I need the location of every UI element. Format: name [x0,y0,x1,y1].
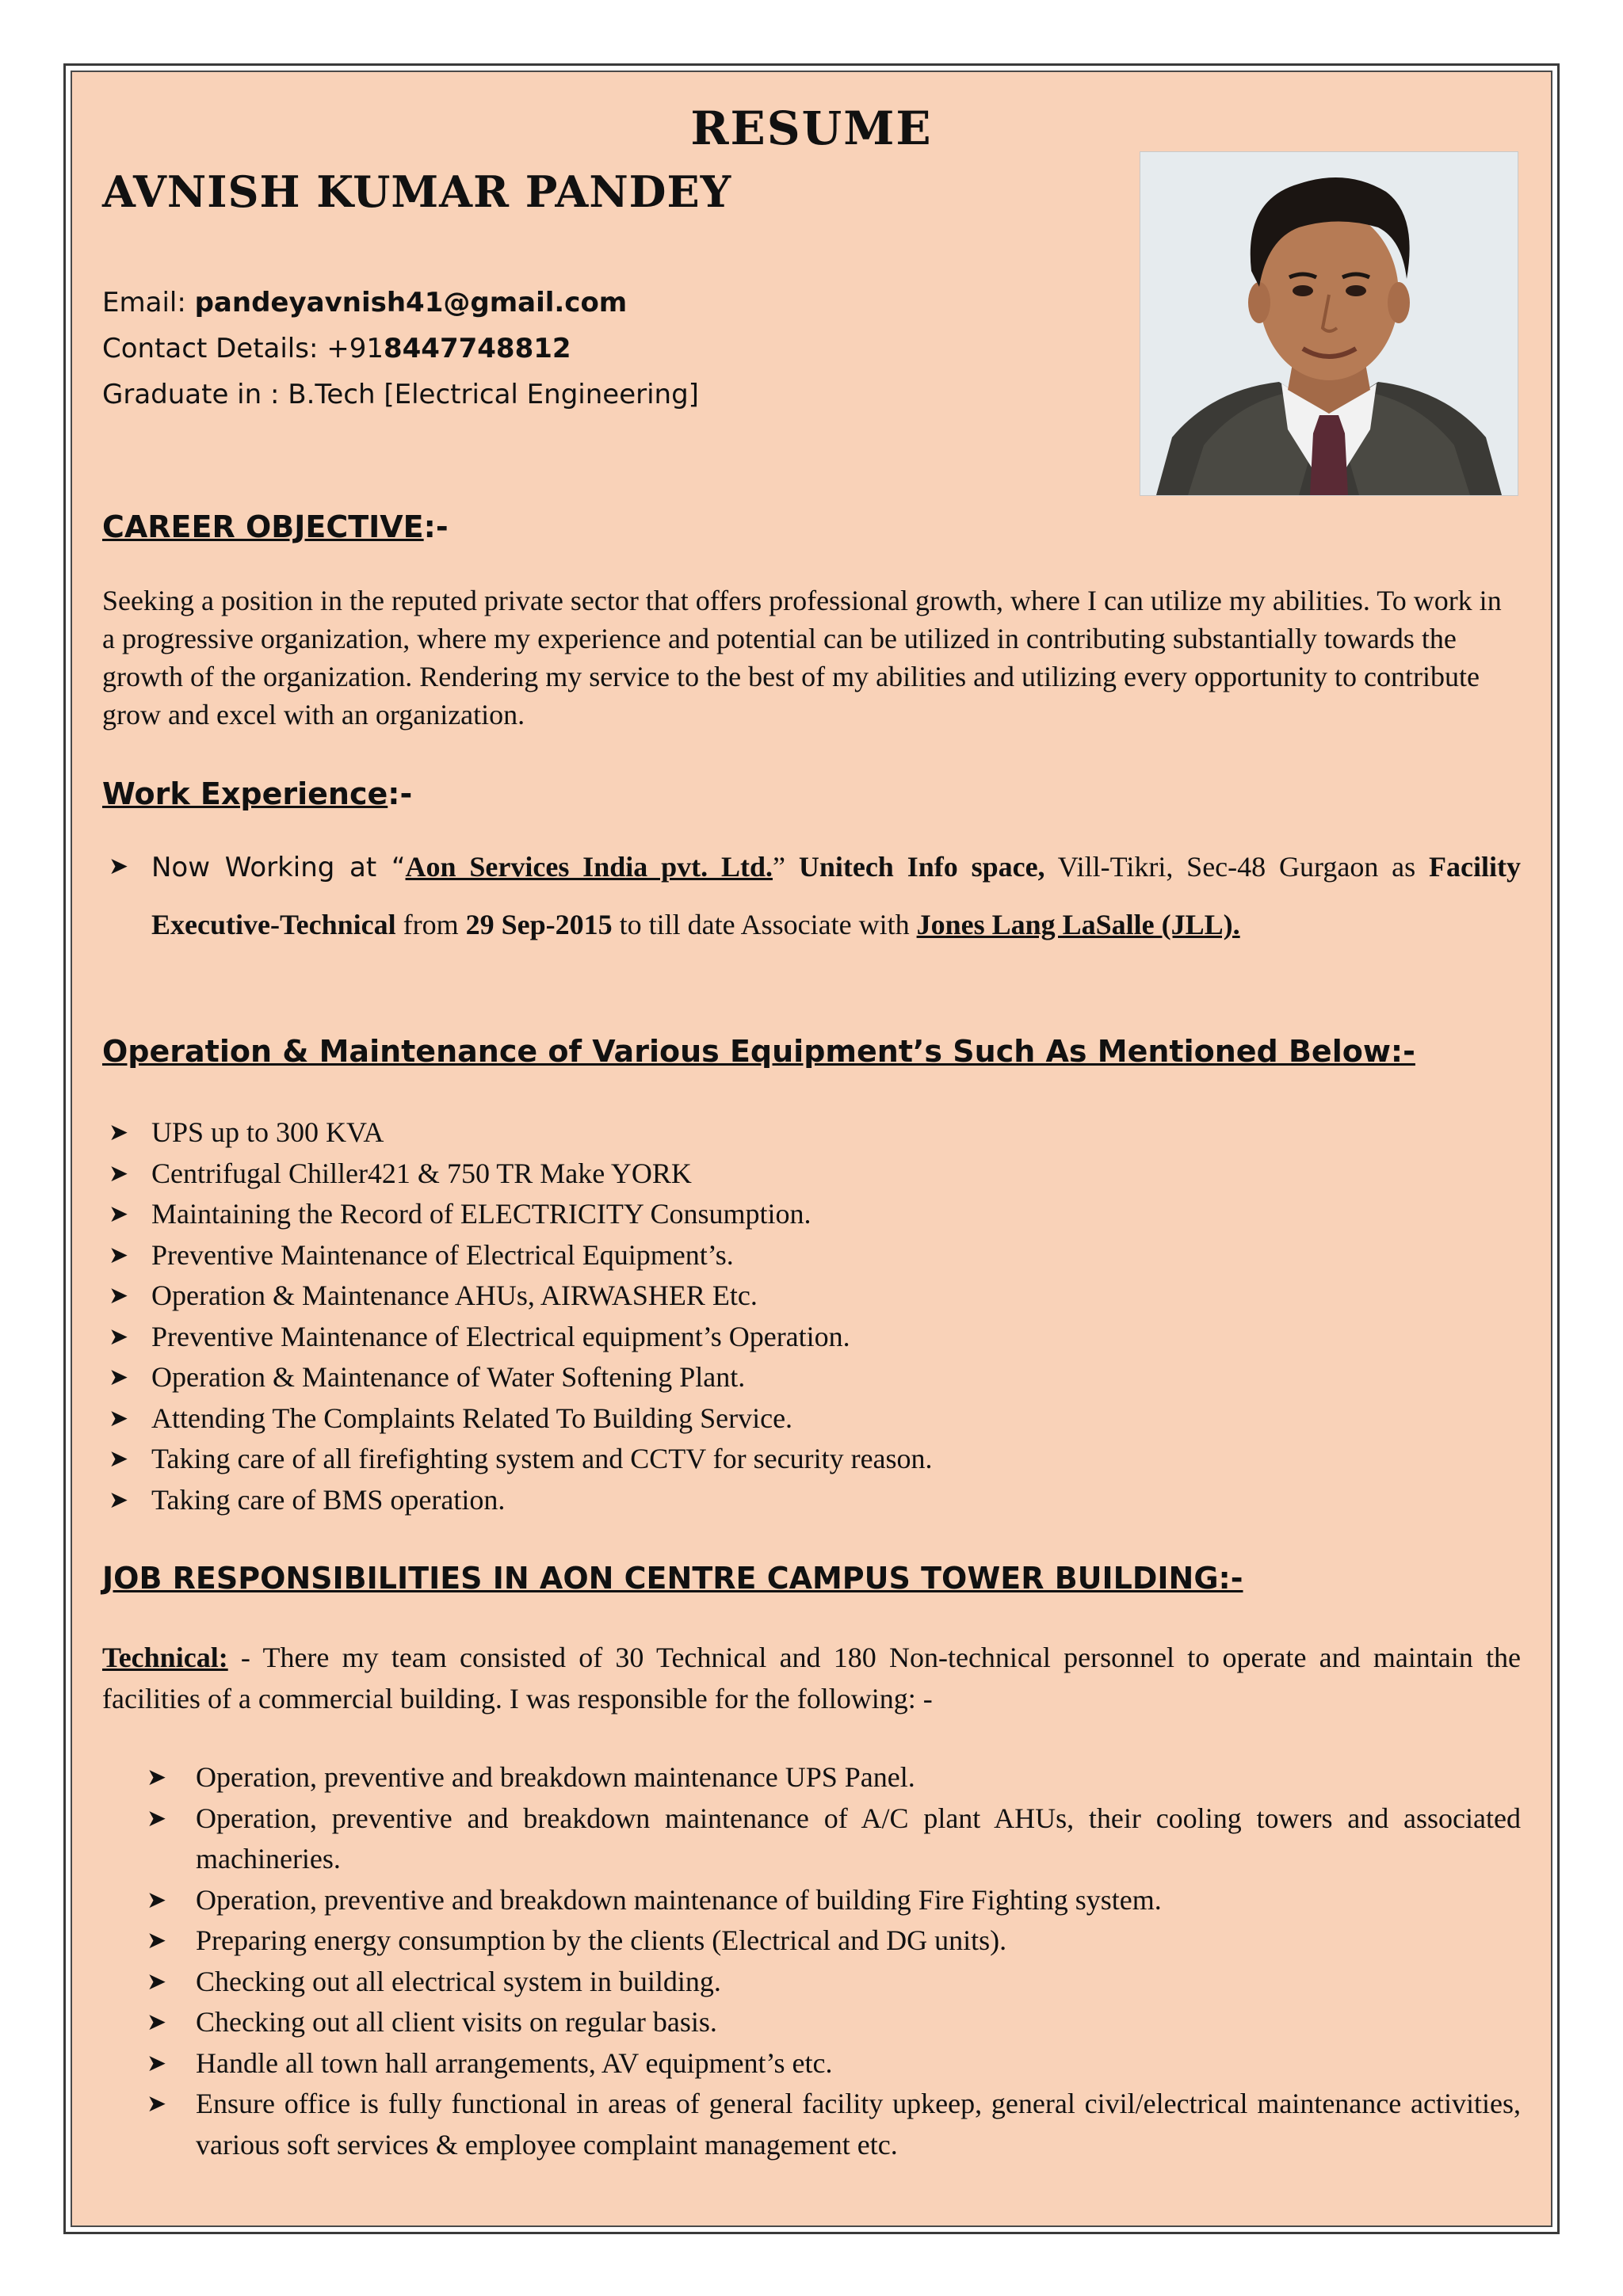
contact-block [102,280,699,418]
operation-item-text: UPS up to 300 KVA [151,1116,384,1148]
arrow-bullet-icon: ➤ [109,1201,129,1227]
technical-text: - There my team consisted of 30 Technical and 180 Non-technical personnel to operate and maintain the facilities of a commercial building. I was responsible for the following: - [102,1642,1521,1714]
responsibility-item-text: Operation, preventive and breakdown maintenance of A/C plant AHUs, their cooling towers and associated machineries. [196,1802,1521,1875]
arrow-bullet-icon: ➤ [109,1160,129,1187]
arrow-bullet-icon: ➤ [109,1486,129,1513]
work-experience-item [102,838,1521,953]
arrow-bullet-icon: ➤ [147,1805,167,1832]
operation-item [102,1398,1521,1440]
operation-item [102,1112,1521,1154]
responsibility-item [147,1920,1521,1962]
responsibility-item [147,1798,1521,1880]
career-objective-text: Seeking a position in the reputed private sector that offers professional growth, where I can utilize my abilities. To work in a progressive organization, where my experience and potential can be utilized in contributing substantially towards the growth of the organization. Rendering my service to the best of my abilities and utilizing every opportunity to contribute grow and excel with an organization. [102,585,1502,730]
work-experience-heading [102,776,412,811]
arrow-bullet-icon: ➤ [109,1364,129,1390]
resume-title: RESUME [690,101,933,155]
arrow-bullet-icon: ➤ [147,1764,167,1791]
we-quote-close: ” [773,851,799,883]
operation-item-text: Taking care of all firefighting system and CCTV for security reason. [151,1443,933,1474]
graduate-line: Graduate in : B.Tech [Electrical Engineering] [102,379,699,410]
email-line [102,280,699,326]
job-responsibilities-heading [102,1561,1243,1596]
operation-heading-text: Operation & Maintenance of Various Equipment’s Such As Mentioned Below:- [102,1034,1415,1069]
candidate-name: AVNISH KUMAR PANDEY [102,166,732,217]
we-company: Aon Services India pvt. Ltd. [405,851,773,883]
responsibility-item-text: Ensure office is fully functional in areas of general facility upkeep, general civil/electrical maintenance activities, various soft services & employee complaint management etc. [196,2088,1521,2161]
we-from: from [395,909,466,940]
arrow-bullet-icon: ➤ [147,2091,167,2117]
operation-item [102,1317,1521,1358]
email-label: Email: [102,287,195,318]
responsibility-item-text: Checking out all electrical system in building. [196,1965,721,1997]
phone-label: Contact Details: +91 [102,333,384,364]
arrow-bullet-icon: ➤ [147,1886,167,1913]
we-till: to till date Associate with [612,909,917,940]
operation-heading [102,1034,1415,1069]
arrow-bullet-icon: ➤ [147,1928,167,1954]
operation-item [102,1357,1521,1398]
responsibility-item-text: Operation, preventive and breakdown maintenance of building Fire Fighting system. [196,1883,1162,1916]
operation-item-text: Centrifugal Chiller421 & 750 TR Make YORK [151,1157,692,1189]
operation-item [102,1154,1521,1195]
responsibility-item-text: Checking out all client visits on regular basis. [196,2006,717,2038]
operation-item-text: Operation & Maintenance AHUs, AIRWASHER Etc. [151,1280,758,1311]
responsibility-item-text: Handle all town hall arrangements, AV equipment’s etc. [196,2046,833,2079]
operation-item [102,1235,1521,1276]
arrow-bullet-icon: ➤ [109,1283,129,1309]
responsibility-item [147,2002,1521,2043]
responsibilities-list [147,1757,1521,2165]
operation-item-text: Attending The Complaints Related To Building Service. [151,1402,793,1434]
responsibility-item [147,2043,1521,2084]
responsibility-item-text: Preparing energy consumption by the clients (Electrical and DG units). [196,1924,1007,1956]
technical-paragraph [102,1637,1521,1719]
operation-item [102,1276,1521,1317]
we-role: Facility Executive-Technical [151,851,1521,940]
responsibility-item [147,1757,1521,1798]
we-associate: Jones Lang LaSalle (JLL). [916,909,1240,940]
arrow-bullet-icon: ➤ [147,2009,167,2035]
profile-photo [1140,151,1518,496]
arrow-bullet-icon: ➤ [109,1405,129,1432]
operation-item-text: Preventive Maintenance of Electrical Equipment’s. [151,1238,734,1271]
career-objective-heading-text: CAREER OBJECTIVE [102,509,424,544]
work-experience-heading-suffix: :- [388,776,413,811]
work-experience-heading-text: Work Experience [102,776,388,811]
arrow-bullet-icon: ➤ [109,1323,129,1350]
responsibility-item [147,1962,1521,2003]
operation-item [102,1439,1521,1480]
arrow-bullet-icon: ➤ [109,1446,129,1472]
we-date: 29 Sep-2015 [465,909,613,940]
arrow-bullet-icon: ➤ [147,1968,167,1995]
career-objective-heading [102,509,449,544]
we-location-rest: Vill-Tikri, Sec-48 Gurgaon as [1044,851,1430,883]
responsibility-item [147,1880,1521,1921]
we-prefix: Now Working at “ [151,852,406,883]
technical-label: Technical: [102,1642,228,1673]
responsibility-item-text: Operation, preventive and breakdown maintenance UPS Panel. [196,1761,915,1793]
email-value: pandeyavnish41@gmail.com [194,287,628,318]
operation-item [102,1194,1521,1235]
operation-item [102,1480,1521,1521]
operation-item-text: Operation & Maintenance of Water Softening Plant. [151,1361,746,1393]
operation-item-text: Maintaining the Record of ELECTRICITY Consumption. [151,1198,812,1230]
operation-item-text: Preventive Maintenance of Electrical equipment’s Operation. [151,1320,850,1352]
job-responsibilities-heading-text: JOB RESPONSIBILITIES IN AON CENTRE CAMPUS TOWER BUILDING:- [102,1561,1243,1596]
phone-line [102,326,699,372]
operation-item-text: Taking care of BMS operation. [151,1483,506,1516]
arrow-bullet-icon: ➤ [109,853,129,879]
operation-list [102,1112,1521,1520]
phone-value: 8447748812 [383,333,571,364]
arrow-bullet-icon: ➤ [147,2050,167,2077]
arrow-bullet-icon: ➤ [109,1241,129,1268]
we-location-bold: Unitech Info space, [798,851,1045,883]
career-objective-heading-suffix: :- [423,509,449,544]
arrow-bullet-icon: ➤ [109,1119,129,1146]
responsibility-item [147,2084,1521,2165]
